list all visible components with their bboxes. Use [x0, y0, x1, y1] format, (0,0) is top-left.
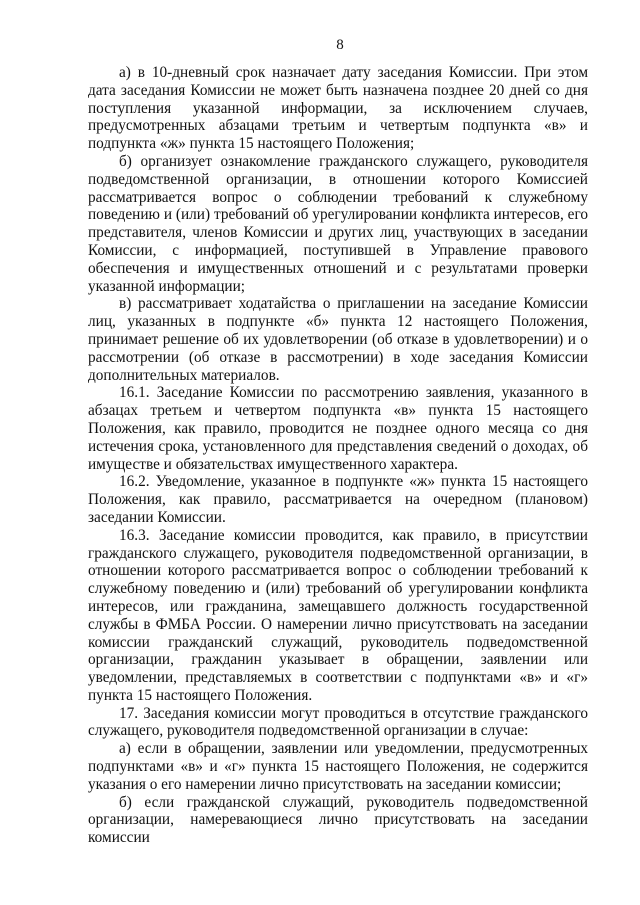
- paragraph-16-3: 16.3. Заседание комиссии проводится, как правило, в присутствии гражданского служащего, руководителя подведомственной организации, в отношении которого рассматривается вопрос о соблюдении требований к служебному поведению и (или) требований об урегулировании конфликта интересов, или гражданина, замещавшего должность государственной службы в ФМБА России. О намерении лично присутствовать на заседании комиссии гражданский служащий, руководитель подведомственной организации, гражданин указывает в обращении, заявлении или уведомлении, представляемых в соответствии с подпунктами «в» и «г» пункта 15 настоящего Положения.: [88, 526, 588, 704]
- paragraph-17-b: б) если гражданской служащий, руководитель подведомственной организации, намеревающиеся лично присутствовать на заседании комиссии: [88, 793, 588, 847]
- paragraph-a-meeting-date: а) в 10-дневный срок назначает дату заседания Комиссии. При этом дата заседания Комиссии не может быть назначена позднее 20 дней со дня поступления указанной информации, за исключением случаев, предусмотренных абзацами третьим и четвертым подпункта «в» и подпункта «ж» пункта 15 настоящего Положения;: [88, 64, 588, 153]
- paragraph-17: 17. Заседания комиссии могут проводиться в отсутствие гражданского служащего, руководителя подведомственной организации в случае:: [88, 704, 588, 740]
- page-number: 8: [336, 37, 344, 53]
- paragraph-16-2: 16.2. Уведомление, указанное в подпункте «ж» пункта 15 настоящего Положения, как правило, рассматривается на очередном (плановом) заседании Комиссии.: [88, 473, 588, 526]
- document-body: [88, 64, 588, 847]
- paragraph-b-familiarization: б) организует ознакомление гражданского служащего, руководителя подведомственной организации, в отношении которого Комиссией рассматривается вопрос о соблюдении требований к служебному поведению и (или) требований об урегулировании конфликта интересов, его представителя, членов Комиссии и других лиц, участвующих в заседании Комиссии, с информацией, поступившей в Управление правового обеспечения и имущественных отношений и с результатами проверки указанной информации;: [88, 152, 588, 295]
- paragraph-v-petitions: в) рассматривает ходатайства о приглашении на заседание Комиссии лиц, указанных в подпункте «б» пункта 12 настоящего Положения, принимает решение об их удовлетворении (об отказе в удовлетворении) и о рассмотрении (об отказе в рассмотрении) в ходе заседания Комиссии дополнительных материалов.: [88, 295, 588, 384]
- paragraph-16-1: 16.1. Заседание Комиссии по рассмотрению заявления, указанного в абзацах третьем и четвертом подпункта «в» пункта 15 настоящего Положения, как правило, проводится не позднее одного месяца со дня истечения срока, установленного для представления сведений о доходах, об имуществе и обязательствах имущественного характера.: [88, 384, 588, 473]
- paragraph-17-a: а) если в обращении, заявлении или уведомлении, предусмотренных подпунктами «в» и «г» пункта 15 настоящего Положения, не содержится указания о его намерении лично присутствовать на заседании комиссии;: [88, 740, 588, 793]
